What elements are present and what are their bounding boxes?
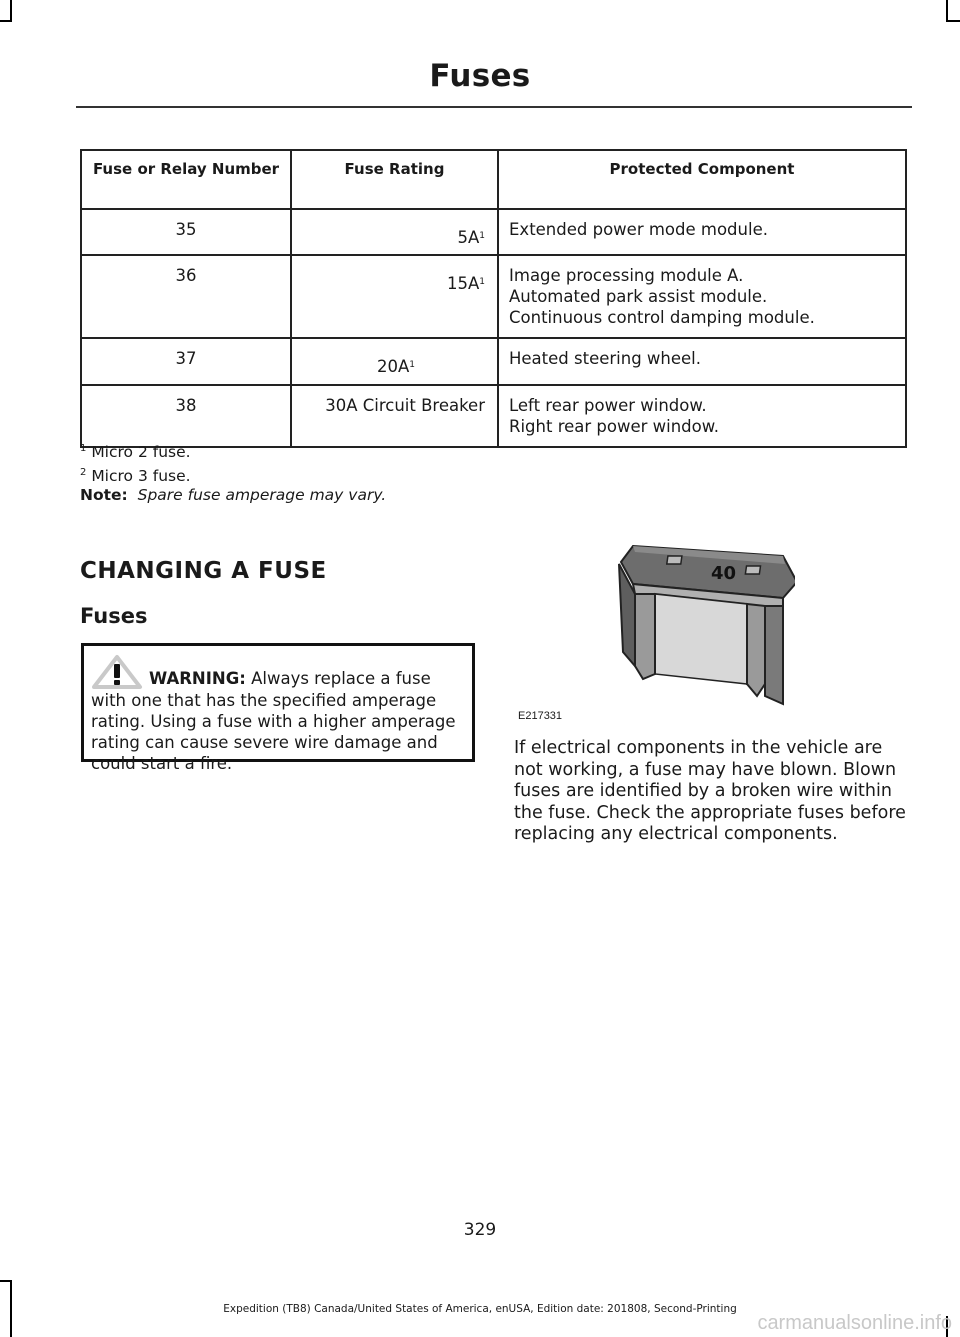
component-line: Right rear power window.	[509, 417, 719, 436]
table-row	[81, 338, 906, 385]
fuse-number: 35	[81, 209, 291, 255]
crop-mark	[0, 1280, 12, 1282]
header-rule	[76, 106, 912, 108]
fuse-rating-value: 5A	[457, 228, 480, 247]
subsection-heading: Fuses	[80, 604, 148, 628]
component-line: Heated steering wheel.	[509, 349, 702, 368]
fuse-rating-value: 30A Circuit Breaker	[325, 396, 485, 415]
footnote-mark: 2	[80, 467, 87, 478]
fuse-illustration	[515, 534, 795, 724]
footnote-ref: 1	[479, 277, 485, 287]
column-header: Protected Component	[498, 150, 906, 209]
fuse-rating	[291, 209, 498, 255]
fuse-rating	[291, 338, 498, 385]
fuse-rating	[291, 255, 498, 338]
component-line: Left rear power window.	[509, 396, 707, 415]
footer-text: Expedition (TB8) Canada/United States of America, enUSA, Edition date: 201808, Second-Printing	[223, 1303, 737, 1315]
column-header: Fuse Rating	[291, 150, 498, 209]
component-line: Automated park assist module.	[509, 287, 768, 306]
fuse-rating-label: 40	[711, 563, 737, 584]
page-title: Fuses	[429, 58, 531, 94]
table-row	[81, 255, 906, 338]
note-text: Spare fuse amperage may vary.	[137, 486, 387, 504]
footnote-ref: 1	[409, 360, 415, 370]
component-line: Continuous control damping module.	[509, 308, 815, 327]
footnote-mark: 1	[80, 443, 87, 454]
fuse-table	[80, 149, 907, 448]
table-row	[81, 385, 906, 447]
footnote-text: Micro 2 fuse.	[91, 443, 191, 462]
warning-text: Always replace a fuse with one that has the specified amperage rating. Using a fuse with a higher amperage rating can cause severe wire damage and could start a fire.	[91, 669, 456, 773]
page-number: 329	[463, 1220, 497, 1240]
footnote	[80, 467, 191, 485]
warning-box	[81, 643, 475, 773]
crop-mark	[946, 0, 948, 22]
crop-mark	[946, 20, 960, 22]
fuse-number: 37	[81, 338, 291, 385]
column-header: Fuse or Relay Number	[81, 150, 291, 209]
note-label: Note:	[80, 486, 128, 504]
table-header-row	[81, 150, 906, 209]
body-paragraph: If electrical components in the vehicle are not working, a fuse may have blown. Blown fuses are identified by a broken wire within the fuse. Check the appropriate fuses before replacing any electrical components.	[514, 738, 906, 845]
protected-component	[498, 209, 906, 255]
component-line: Extended power mode module.	[509, 220, 768, 239]
crop-mark	[10, 0, 12, 22]
table-row	[81, 209, 906, 255]
fuse-rating-value: 15A	[446, 274, 480, 293]
protected-component	[498, 385, 906, 447]
section-heading: CHANGING A FUSE	[80, 558, 327, 584]
component-line: Image processing module A.	[509, 266, 744, 285]
watermark: carmanualsonline.info	[757, 1312, 952, 1334]
footnote	[80, 443, 191, 461]
figure-code: E217331	[518, 710, 563, 722]
warning-label: WARNING:	[149, 669, 246, 688]
footnote-text: Micro 3 fuse.	[91, 467, 191, 486]
warning-triangle-icon	[91, 654, 143, 690]
fuse-number: 36	[81, 255, 291, 338]
fuse-rating-value: 20A	[376, 357, 410, 376]
fuse-number: 38	[81, 385, 291, 447]
footnote-ref: 1	[479, 231, 485, 241]
fuse-rating	[291, 385, 498, 447]
protected-component	[498, 338, 906, 385]
crop-mark	[0, 20, 12, 22]
protected-component	[498, 255, 906, 338]
note	[80, 486, 386, 504]
